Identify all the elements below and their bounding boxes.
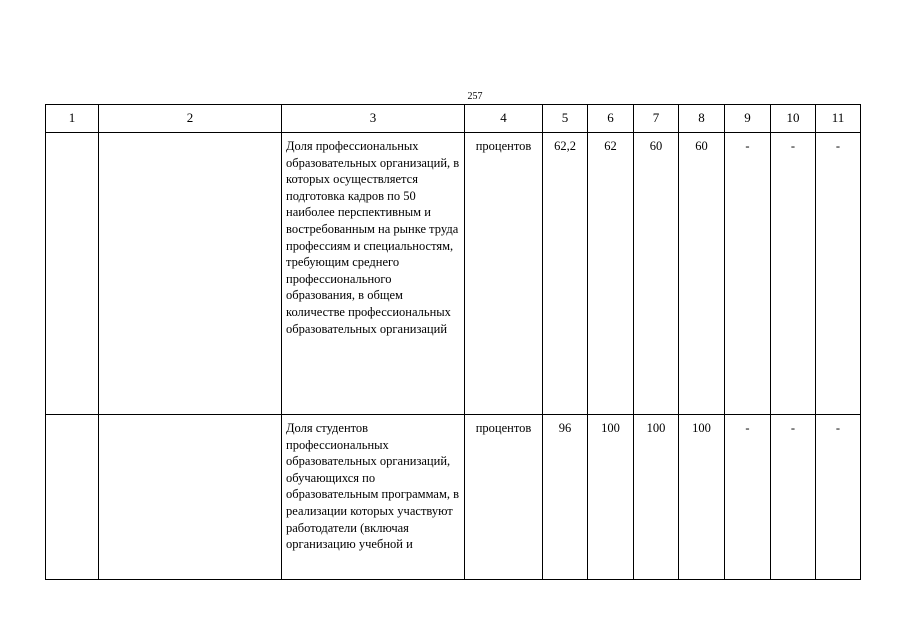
table-row (46, 133, 861, 415)
column-header: 1 (46, 105, 99, 133)
column-header: 10 (771, 105, 816, 133)
value-cell: - (816, 415, 861, 580)
value-cell: 62 (588, 133, 634, 415)
table-header-row (46, 105, 861, 133)
indicator-text: Доля студентов профессиональных образовательных организаций, обучающихся по образовательным программам, в реализации которых участвуют работодатели (включая организацию учебной и (282, 415, 465, 580)
unit-cell: процентов (465, 415, 543, 580)
column-header: 2 (99, 105, 282, 133)
column-header: 4 (465, 105, 543, 133)
column-header: 11 (816, 105, 861, 133)
page-number: 257 (467, 91, 483, 102)
empty-cell (46, 415, 99, 580)
value-cell: - (771, 415, 816, 580)
column-header: 6 (588, 105, 634, 133)
indicator-text: Доля профессиональных образовательных организаций, в которых осуществляется подготовка кадров по 50 наиболее перспективным и востребованным на рынке труда профессиям и специальностям, требующим среднего профессионального образования, в общем количестве профессиональных образовательных организаций (282, 133, 465, 415)
value-cell: 62,2 (543, 133, 588, 415)
table-row (46, 415, 861, 580)
column-header: 8 (679, 105, 725, 133)
indicators-table (45, 104, 861, 580)
value-cell: - (725, 133, 771, 415)
value-cell: 96 (543, 415, 588, 580)
value-cell: 60 (679, 133, 725, 415)
value-cell: 100 (634, 415, 679, 580)
value-cell: - (725, 415, 771, 580)
value-cell: - (771, 133, 816, 415)
empty-cell (99, 415, 282, 580)
column-header: 9 (725, 105, 771, 133)
column-header: 5 (543, 105, 588, 133)
value-cell: 100 (679, 415, 725, 580)
column-header: 7 (634, 105, 679, 133)
empty-cell (99, 133, 282, 415)
column-header: 3 (282, 105, 465, 133)
unit-cell: процентов (465, 133, 543, 415)
value-cell: - (816, 133, 861, 415)
value-cell: 100 (588, 415, 634, 580)
value-cell: 60 (634, 133, 679, 415)
empty-cell (46, 133, 99, 415)
